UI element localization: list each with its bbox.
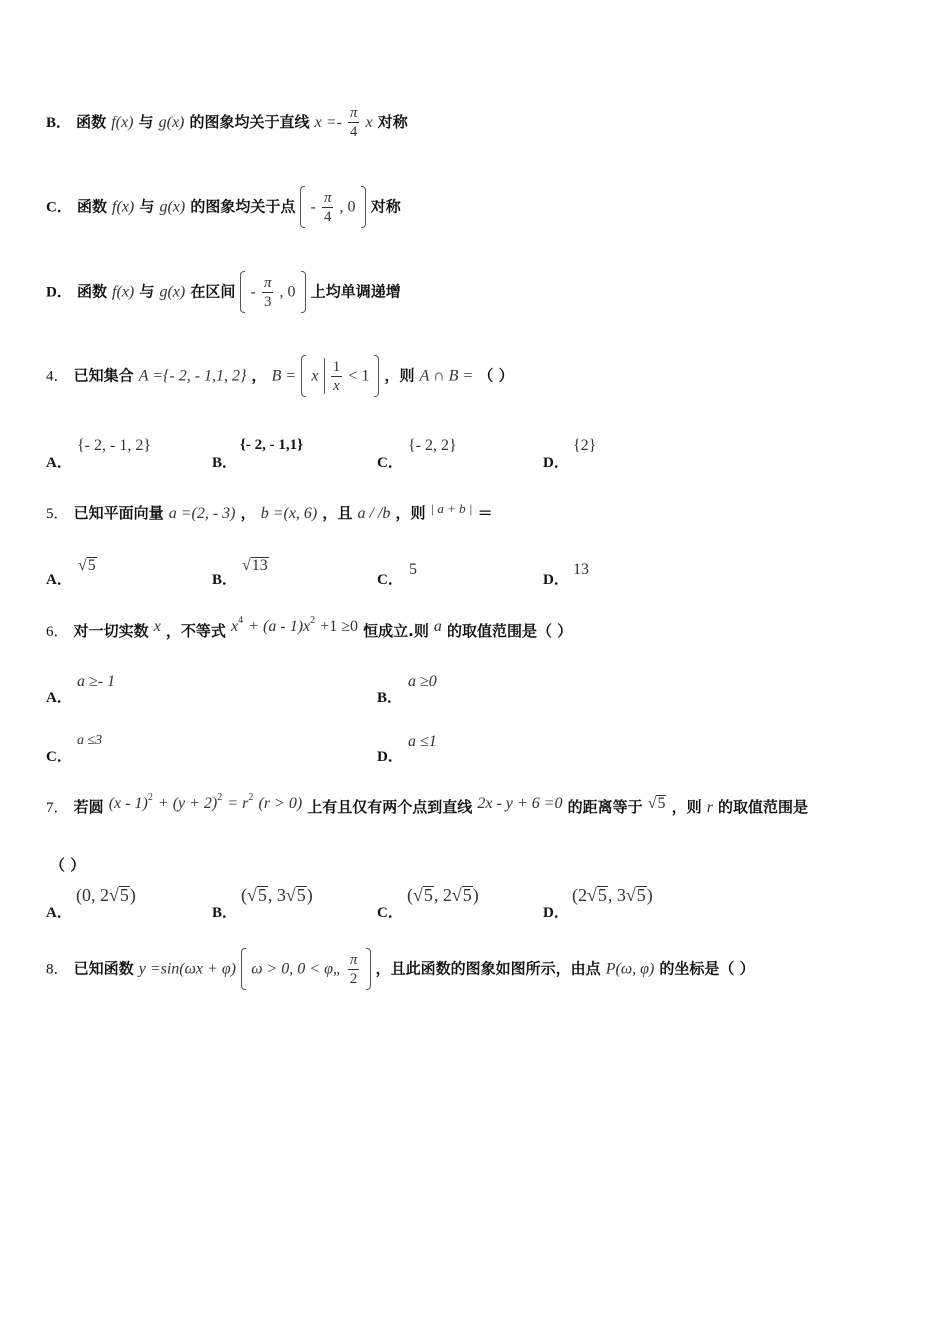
- option-a-value: (0, 2√5): [76, 885, 136, 905]
- set-bar: [324, 358, 325, 394]
- option-b-value: {- 2, - 1,1}: [240, 437, 304, 453]
- option-c: C．: [377, 455, 403, 471]
- option-d-value: a ≤1: [408, 733, 437, 750]
- option-d: D．: [377, 749, 403, 765]
- option-c-value: a ≤3: [77, 733, 103, 748]
- fraction: $\frac{1}{x}$: [332, 358, 341, 394]
- option-c: C．: [377, 905, 403, 921]
- question-5: 5． 已知平面向量 a =(2, - 3) ， b =(x, 6) ，且 a / /b ，则 $^{| a + b |}$ ＝: [46, 501, 493, 522]
- q3-option-b: B． 函数 f(x) 与 g(x) 的图象均关于直线 x =- $\frac{\pi}{4}$ x 对称: [46, 105, 408, 140]
- fraction: $\frac{\pi}{2}$: [349, 951, 358, 987]
- circle-equation: $(x - 1)^2 + (y + 2)^2 = r^2$ (r > 0): [108, 792, 303, 812]
- fraction: $\frac{\pi}{3}$: [263, 274, 272, 310]
- question-4: 4． 已知集合 A ={- 2, - 1,1, 2} ， B = x $\frac{1}{x}$ < 1 ，则 A ∩ B = （ ）: [46, 355, 514, 397]
- question-number: 7．: [46, 800, 69, 816]
- option-b: B．: [212, 905, 238, 921]
- left-paren: [241, 948, 246, 990]
- option-a: A．: [46, 690, 72, 706]
- question-number: 8．: [46, 961, 69, 978]
- option-b-value: √13: [242, 557, 268, 574]
- option-b: B．: [212, 572, 238, 588]
- option-b: B．: [212, 455, 238, 471]
- right-paren: [301, 271, 306, 313]
- option-d: D．: [543, 572, 569, 588]
- option-label: C．: [46, 199, 72, 216]
- answer-paren: （ ）: [50, 856, 86, 874]
- option-c-value: (√5, 2√5): [407, 885, 479, 905]
- option-label: B．: [46, 115, 72, 131]
- question-number: 5．: [46, 506, 69, 522]
- option-d-value: {2}: [573, 437, 597, 454]
- option-c-value: {- 2, 2}: [408, 437, 457, 454]
- option-d: D．: [543, 905, 569, 921]
- left-paren: [300, 186, 305, 228]
- fraction: $\frac{\pi}{4}$: [323, 189, 332, 225]
- option-b: B．: [377, 690, 403, 706]
- option-d: D．: [543, 455, 569, 471]
- right-paren: [361, 186, 366, 228]
- q3-option-c: C． 函数 f(x) 与 g(x) 的图象均关于点 - $\frac{\pi}{4}$ , 0 对称: [46, 186, 401, 228]
- question-8: 8． 已知函数 y =sin(ωx + φ) ω > 0, 0 < φ„ $\frac{\pi}{2}$ ，且此函数的图象如图所示，由点 P(ω, φ) 的坐标是（ ）: [46, 948, 755, 990]
- question-number: 6．: [46, 624, 69, 640]
- option-c-value: 5: [409, 561, 417, 578]
- question-7: 7． 若圆 $(x - 1)^2 + (y + 2)^2 = r^2$ (r > 0) 上有且仅有两个点到直线 2x - y + 6 =0 的距离等于 √5 ，则 r 的取值范围是: [46, 792, 809, 816]
- option-b-value: a ≥0: [408, 673, 437, 690]
- option-a: A．: [46, 572, 72, 588]
- left-brace: [301, 355, 306, 397]
- option-label: D．: [46, 284, 72, 301]
- option-a-value: a ≥- 1: [77, 673, 116, 690]
- question-number: 4．: [46, 368, 69, 385]
- option-c: C．: [377, 572, 403, 588]
- option-d-value: (2√5, 3√5): [572, 885, 653, 905]
- inequality: $x^4 + (a - 1)x^2 +1 \ge 0$: [231, 615, 359, 635]
- fraction: $\frac{\pi}{4}$: [349, 105, 358, 140]
- option-a-value: √5: [78, 557, 96, 574]
- question-6: 6． 对一切实数 x ，不等式 $x^4 + (a - 1)x^2 +1 \ge 0$ 恒成立.则 a 的取值范围是（ ）: [46, 615, 573, 640]
- q3-option-d: D． 函数 f(x) 与 g(x) 在区间 - $\frac{\pi}{3}$ , 0 上均单调递增: [46, 271, 401, 313]
- option-a: A．: [46, 905, 72, 921]
- left-paren: [240, 271, 245, 313]
- right-paren: [366, 948, 371, 990]
- option-c: C．: [46, 749, 72, 765]
- option-d-value: 13: [573, 561, 589, 578]
- sqrt-5: √5: [647, 795, 666, 812]
- right-brace: [374, 355, 379, 397]
- option-b-value: (√5, 3√5): [241, 885, 313, 905]
- option-a: A．: [46, 455, 72, 471]
- option-a-value: {- 2, - 1, 2}: [77, 437, 152, 454]
